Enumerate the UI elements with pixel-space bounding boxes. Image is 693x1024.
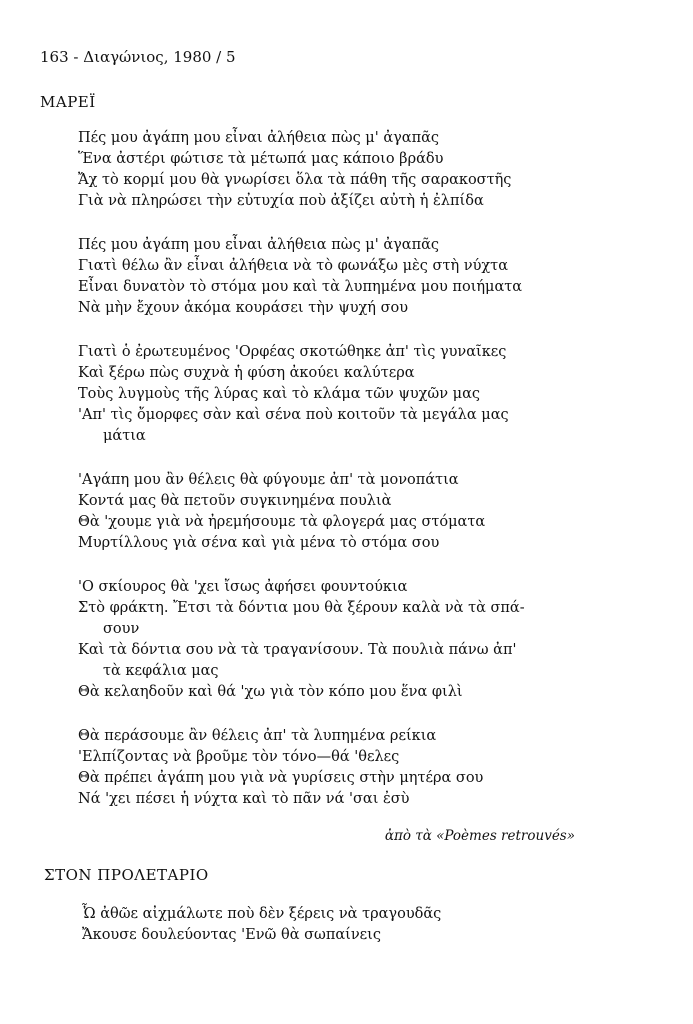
verse-line-continuation: σουν (103, 621, 140, 637)
verse-line: 'Απ' τὶς ὄμορφες σὰν καὶ σένα ποὺ κοιτοῦν τὰ μεγάλα μας (78, 407, 509, 423)
stanza-gap (78, 554, 525, 577)
poem-title-proletario: ΣΤΟΝ ΠΡΟΛΕΤΑΡΙΟ (44, 866, 209, 884)
verse-line: Καὶ ξέρω πὼς συχνὰ ἡ φύση ἀκούει καλύτερα (78, 365, 415, 381)
verse-line: Ἄκουσε δουλεύοντας 'Ενῶ θὰ σωπαίνεις (82, 927, 381, 943)
verse-line: Θὰ πρέπει ἀγάπη μου γιὰ νὰ γυρίσεις στὴν μητέρα σου (78, 770, 484, 786)
verse-line: 'Ελπίζοντας νὰ βροῦμε τὸν τόνο—θά 'θελες (78, 749, 400, 765)
verse-line: Κοντά μας θὰ πετοῦν συγκινημένα πουλιὰ (78, 493, 392, 509)
verse-line: Τοὺς λυγμοὺς τῆς λύρας καὶ τὸ κλάμα τῶν ψυχῶν μας (78, 386, 481, 402)
verse-line: 'Αγάπη μου ἂν θέλεις θὰ φύγουμε ἀπ' τὰ μονοπάτια (78, 472, 459, 488)
verse-line: Μυρτίλλους γιὰ σένα καὶ γιὰ μένα τὸ στόμα σου (78, 535, 440, 551)
poem-title-marei: ΜΑΡΕΪ (40, 93, 96, 111)
verse-line-continuation: τὰ κεφάλια μας (103, 663, 219, 679)
stanza-gap (78, 703, 525, 726)
poem-source: ἀπὸ τὰ «Poèmes retrouvés» (384, 828, 575, 844)
stanza (78, 726, 525, 810)
verse-line: Πές μου ἀγάπη μου εἶναι ἀλήθεια πὼς μ' ἀγαπᾶς (78, 130, 440, 146)
stanza-gap (78, 212, 525, 235)
verse-line: Θὰ κελαηδοῦν καὶ θά 'χω γιὰ τὸν κόπο μου ἕνα φιλὶ (78, 684, 463, 700)
verse-line: Γιατὶ ὁ ἐρωτευμένος 'Ορφέας σκοτώθηκε ἀπ' τὶς γυναῖκες (78, 344, 507, 360)
verse-line: Θὰ 'χουμε γιὰ νὰ ἠρεμήσουμε τὰ φλογερά μας στόματα (78, 514, 486, 530)
verse-line: Νὰ μὴν ἔχουν ἀκόμα κουράσει τὴν ψυχή σου (78, 300, 409, 316)
stanza (78, 470, 525, 554)
verse-line: Στὸ φράκτη. Ἔτσι τὰ δόντια μου θὰ ξέρουν καλὰ νὰ τὰ σπά- (78, 600, 525, 616)
verse-line: Ὦ ἀθῶε αἰχμάλωτε ποὺ δὲν ξέρεις νὰ τραγουδᾶς (82, 906, 442, 922)
verse-line: Γιὰ νὰ πληρώσει τὴν εὐτυχία ποὺ ἀξίζει αὐτὴ ἡ ἐλπίδα (78, 193, 484, 209)
poem-proletario (82, 904, 441, 946)
stanza-gap (78, 319, 525, 342)
verse-line: Πές μου ἀγάπη μου εἶναι ἀλήθεια πὼς μ' ἀγαπᾶς (78, 237, 440, 253)
verse-line: Ἄχ τὸ κορμί μου θὰ γνωρίσει ὅλα τὰ πάθη τῆς σαρακοστῆς (78, 172, 512, 188)
stanza (78, 577, 525, 703)
verse-line: Γιατὶ θέλω ἂν εἶναι ἀλήθεια νὰ τὸ φωνάξω μὲς στὴ νύχτα (78, 258, 508, 274)
poem-marei (78, 128, 525, 810)
stanza (78, 342, 525, 447)
stanza (78, 235, 525, 319)
verse-line: Ἕνα ἀστέρι φώτισε τὰ μέτωπά μας κάποιο βράδυ (78, 151, 444, 167)
verse-line: 'Ο σκίουρος θὰ 'χει ἴσως ἀφήσει φουντούκια (78, 579, 408, 595)
verse-line-continuation: μάτια (103, 428, 146, 444)
verse-line: Καὶ τὰ δόντια σου νὰ τὰ τραγανίσουν. Τὰ πουλιὰ πάνω ἀπ' (78, 642, 517, 658)
verse-line: Νά 'χει πέσει ἡ νύχτα καὶ τὸ πᾶν νά 'σαι ἐσὺ (78, 791, 410, 807)
stanza-gap (78, 447, 525, 470)
stanza (78, 128, 525, 212)
verse-line: Θὰ περάσουμε ἂν θέλεις ἀπ' τὰ λυπημένα ρείκια (78, 728, 437, 744)
page-header: 163 - Διαγώνιος, 1980 / 5 (40, 48, 236, 66)
verse-line: Εἶναι δυνατὸν τὸ στόμα μου καὶ τὰ λυπημένα μου ποιήματα (78, 279, 523, 295)
